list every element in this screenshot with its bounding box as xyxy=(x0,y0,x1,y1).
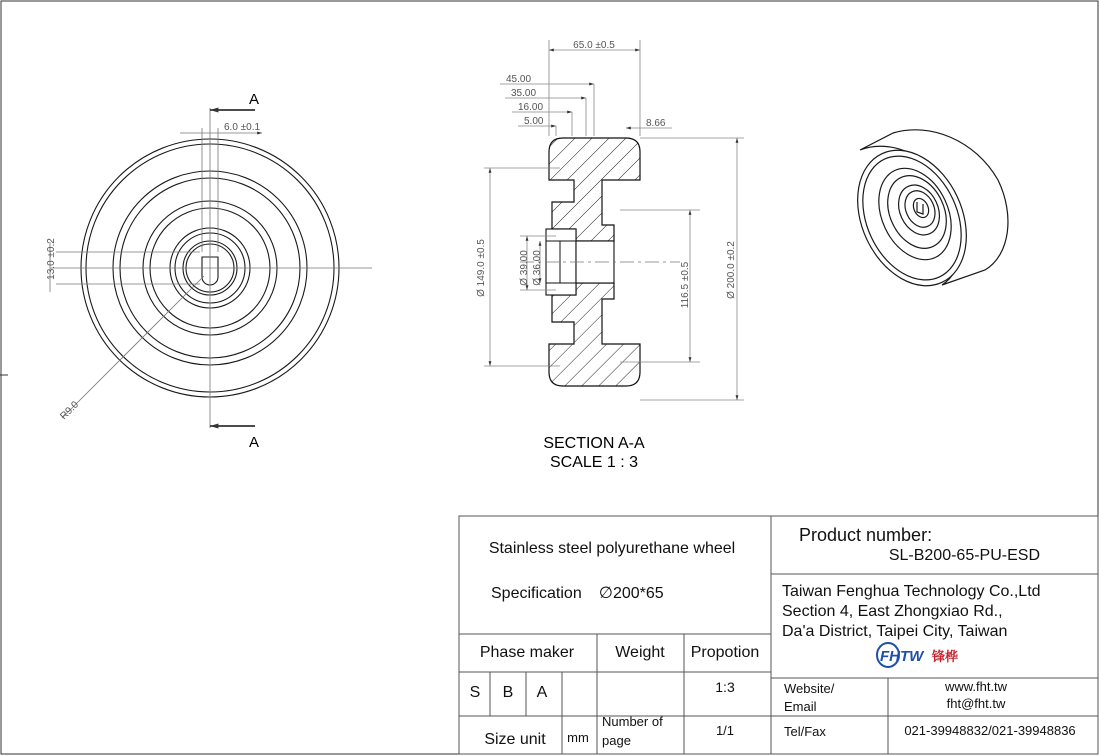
front-view xyxy=(50,108,372,428)
tb-phase-maker: Phase maker xyxy=(479,644,575,661)
section-dim-866: 8.66 xyxy=(646,118,666,129)
section-mark-top: A xyxy=(249,91,260,108)
section-dim-16: 16.00 xyxy=(518,102,544,113)
section-scale: SCALE 1 : 3 xyxy=(549,454,639,471)
tb-phase-s: S xyxy=(469,684,481,701)
company-logo xyxy=(877,643,958,667)
tb-weight: Weight xyxy=(615,644,665,661)
tb-company-address-1: Section 4, East Zhongxiao Rd., xyxy=(782,603,1003,620)
tb-company-name: Taiwan Fenghua Technology Co.,Ltd xyxy=(782,583,1041,600)
tb-description: Stainless steel polyurethane wheel xyxy=(488,540,736,557)
tb-company-address-2: Da'a District, Taipei City, Taiwan xyxy=(782,623,1008,640)
section-dim-1165: 116.5 ±0.5 xyxy=(680,261,691,309)
section-dim-d39: Ø 39.00 xyxy=(519,250,530,286)
tb-telfax-label: Tel/Fax xyxy=(784,724,826,739)
logo-text: FHTW xyxy=(880,648,924,665)
tb-website-label-1: Website/ xyxy=(784,681,835,696)
tb-product-number: SL-B200-65-PU-ESD xyxy=(888,547,1040,564)
tb-page-value: 1/1 xyxy=(715,723,735,738)
tb-proportion: Propotion xyxy=(690,644,760,661)
section-title: SECTION A-A xyxy=(543,435,645,452)
front-radius-leader xyxy=(62,276,204,418)
section-dim-35: 35.00 xyxy=(511,88,537,99)
tb-telfax: 021-39948832/021-39948836 xyxy=(904,723,1076,738)
section-upper-body xyxy=(549,138,640,241)
section-width-dim: 65.0 ±0.5 xyxy=(573,40,615,51)
section-dim-d149: Ø 149.0 ±0.5 xyxy=(476,239,487,297)
tb-phase-b: B xyxy=(502,684,514,701)
tb-phase-a: A xyxy=(536,684,548,701)
logo-cn: 锋桦 xyxy=(932,650,959,665)
isometric-view xyxy=(837,130,1008,304)
section-dim-5: 5.00 xyxy=(524,116,544,127)
section-dim-45: 45.00 xyxy=(506,74,532,85)
front-key-height-dim: 13.0 ±0.2 xyxy=(46,238,57,280)
tb-size-unit-value: mm xyxy=(567,730,589,745)
tb-email: fht@fht.tw xyxy=(946,696,1006,711)
front-radius-dim: R9.0 xyxy=(58,399,82,423)
front-key-width-dim: 6.0 ±0.1 xyxy=(224,122,261,133)
tb-proportion-value: 1:3 xyxy=(715,679,735,695)
section-mark-bottom: A xyxy=(249,434,260,451)
tb-number-of-page-1: Number of xyxy=(602,714,663,729)
section-dim-d200: Ø 200.0 ±0.2 xyxy=(726,241,737,299)
tb-number-of-page-2: page xyxy=(602,733,631,748)
tb-product-number-label: Product number: xyxy=(799,525,933,545)
section-lower-body xyxy=(549,283,640,386)
tb-spec-value: ∅200*65 xyxy=(599,585,664,602)
tb-spec-label: Specification xyxy=(491,585,582,602)
section-dim-d36: Ø 36.00 xyxy=(532,250,543,286)
tb-website-label-2: Email xyxy=(784,699,817,714)
tb-website: www.fht.tw xyxy=(944,679,1008,694)
tb-size-unit: Size unit xyxy=(484,731,546,748)
